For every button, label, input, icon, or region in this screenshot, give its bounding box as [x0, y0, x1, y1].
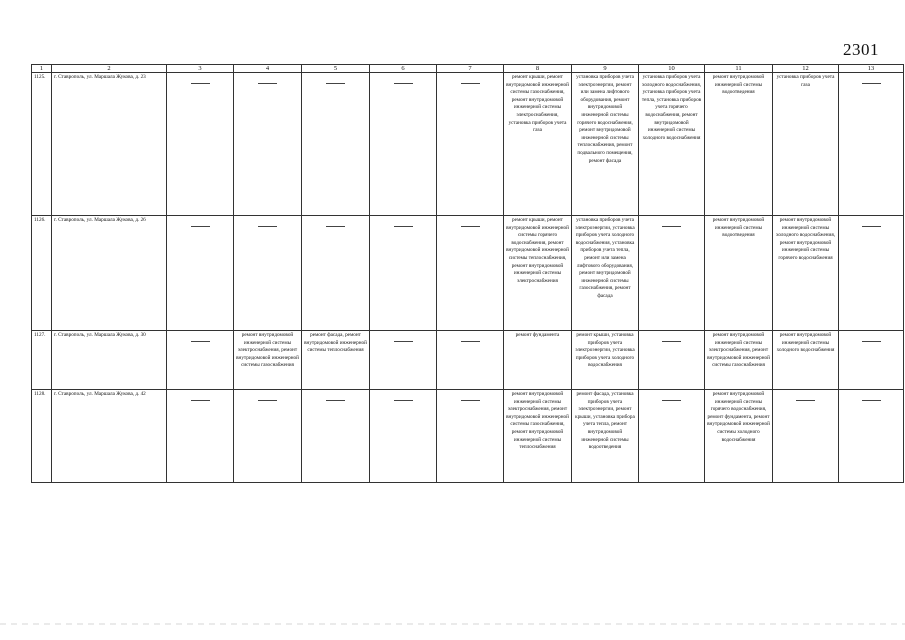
work-cell: ремонт внутридомовой инженерной системы водоотведения [705, 216, 773, 331]
dash-mark [394, 226, 413, 227]
dash-mark [258, 83, 277, 84]
empty-cell [839, 331, 904, 390]
work-cell: ремонт внутридомовой инженерной системы электроснабжения, ремонт внутридомовой инженерной системы газоснабжения [705, 331, 773, 390]
empty-cell [639, 331, 705, 390]
work-cell: ремонт крыши, ремонт внутридомовой инженерной системы горячего водоснабжения, ремонт внутридомовой инженерной системы теплоснабжения, ремонт внутридомовой инженерной системы электроснабжения [504, 216, 572, 331]
work-cell: ремонт фундамента [504, 331, 572, 390]
dash-mark [394, 341, 413, 342]
dash-mark [862, 83, 881, 84]
dash-mark [326, 400, 345, 401]
empty-cell [639, 216, 705, 331]
dash-mark [258, 400, 277, 401]
work-cell: ремонт внутридомовой инженерной системы электроснабжения, ремонт внутридомовой инженерной системы газоснабжения, ремонт внутридомовой инженерной системы теплоснабжения [504, 390, 572, 483]
empty-cell [370, 390, 437, 483]
empty-cell [639, 390, 705, 483]
work-cell: ремонт внутридомовой инженерной системы водоотведения [705, 73, 773, 216]
empty-cell [302, 390, 370, 483]
dash-mark [326, 226, 345, 227]
dash-mark [461, 341, 480, 342]
row-number: 1128. [32, 390, 52, 483]
row-number: 1127. [32, 331, 52, 390]
empty-cell [839, 73, 904, 216]
dash-mark [191, 83, 210, 84]
empty-cell [437, 331, 504, 390]
column-header: 2 [52, 65, 167, 73]
dash-mark [662, 341, 681, 342]
work-cell: ремонт фасада, установка приборов учета электроэнергии, ремонт крыши, установка прибора учета тепла, ремонт внутридомовой инженерной системы водоотведения [572, 390, 639, 483]
column-header: 5 [302, 65, 370, 73]
work-cell: установка приборов учета электроэнергии, ремонт или замена лифтового оборудования, ремонт внутридомовой инженерной системы горячего водоснабжения, ремонт внутридомовой инженерной системы теплоснабжения, ремонт подвального помещения, ремонт фасада [572, 73, 639, 216]
row-address: г. Ставрополь, ул. Маршала Жукова, д. 42 [52, 390, 167, 483]
dash-mark [394, 83, 413, 84]
work-cell: ремонт внутридомовой инженерной системы горячего водоснабжения, ремонт фундамента, ремонт внутридомовой инженерной системы холодного водоснабжения [705, 390, 773, 483]
work-cell: установка приборов учета электроэнергии, установка приборов учета холодного водоснабжения, установка приборов учета тепла, ремонт или замена лифтового оборудования, ремонт внутридомовой инженерной системы газоснабжения, ремонт фасада [572, 216, 639, 331]
work-cell: ремонт внутридомовой инженерной системы холодного водоснабжения, ремонт внутридомовой инженерной системы горячего водоснабжения [773, 216, 839, 331]
work-cell: ремонт крыши, ремонт внутридомовой инженерной системы газоснабжения, ремонт внутридомовой инженерной системы электроснабжения, установка приборов учета газа [504, 73, 572, 216]
table-row [32, 390, 904, 483]
column-header: 13 [839, 65, 904, 73]
page-number: 2301 [843, 40, 879, 59]
column-number-row [32, 65, 904, 73]
column-header: 11 [705, 65, 773, 73]
row-address: г. Ставрополь, ул. Маршала Жукова, д. 26 [52, 216, 167, 331]
row-address: г. Ставрополь, ул. Маршала Жукова, д. 23 [52, 73, 167, 216]
empty-cell [302, 216, 370, 331]
table-row [32, 73, 904, 216]
dash-mark [796, 400, 815, 401]
empty-cell [167, 216, 234, 331]
column-header: 12 [773, 65, 839, 73]
empty-cell [839, 390, 904, 483]
table-row [32, 216, 904, 331]
empty-cell [167, 73, 234, 216]
empty-cell [437, 216, 504, 331]
dash-mark [862, 226, 881, 227]
dash-mark [461, 83, 480, 84]
work-cell: ремонт фасада, ремонт внутридомовой инженерной системы теплоснабжения [302, 331, 370, 390]
column-header: 3 [167, 65, 234, 73]
table-row [32, 331, 904, 390]
column-header: 7 [437, 65, 504, 73]
empty-cell [167, 390, 234, 483]
work-cell: ремонт внутридомовой инженерной системы электроснабжения, ремонт внутридомовой инженерной системы газоснабжения [234, 331, 302, 390]
dash-mark [191, 226, 210, 227]
dash-mark [394, 400, 413, 401]
column-header: 1 [32, 65, 52, 73]
empty-cell [234, 390, 302, 483]
dash-mark [461, 226, 480, 227]
scan-noise [0, 623, 905, 625]
column-header: 6 [370, 65, 437, 73]
dash-mark [191, 341, 210, 342]
work-cell: ремонт внутридомовой инженерной системы холодного водоснабжения [773, 331, 839, 390]
work-cell: ремонт крыши, установка приборов учета электроэнергии, установка приборов учета холодного водоснабжения [572, 331, 639, 390]
empty-cell [370, 331, 437, 390]
empty-cell [370, 216, 437, 331]
empty-cell [167, 331, 234, 390]
dash-mark [662, 226, 681, 227]
empty-cell [234, 73, 302, 216]
empty-cell [839, 216, 904, 331]
empty-cell [437, 73, 504, 216]
dash-mark [258, 226, 277, 227]
column-header: 4 [234, 65, 302, 73]
empty-cell [437, 390, 504, 483]
column-header: 10 [639, 65, 705, 73]
dash-mark [862, 341, 881, 342]
row-number: 1126. [32, 216, 52, 331]
dash-mark [326, 83, 345, 84]
row-number: 1125. [32, 73, 52, 216]
work-cell: установка приборов учета холодного водоснабжения, установка приборов учета тепла, установка приборов учета горячего водоснабжения, ремонт внутридомовой инженерной системы холодного водоснабжения [639, 73, 705, 216]
dash-mark [662, 400, 681, 401]
empty-cell [370, 73, 437, 216]
column-header: 8 [504, 65, 572, 73]
dash-mark [862, 400, 881, 401]
dash-mark [461, 400, 480, 401]
dash-mark [191, 400, 210, 401]
empty-cell [302, 73, 370, 216]
row-address: г. Ставрополь, ул. Маршала Жукова, д. 30 [52, 331, 167, 390]
work-cell: установка приборов учета газа [773, 73, 839, 216]
empty-cell [773, 390, 839, 483]
repair-schedule-table [31, 64, 904, 483]
empty-cell [234, 216, 302, 331]
column-header: 9 [572, 65, 639, 73]
